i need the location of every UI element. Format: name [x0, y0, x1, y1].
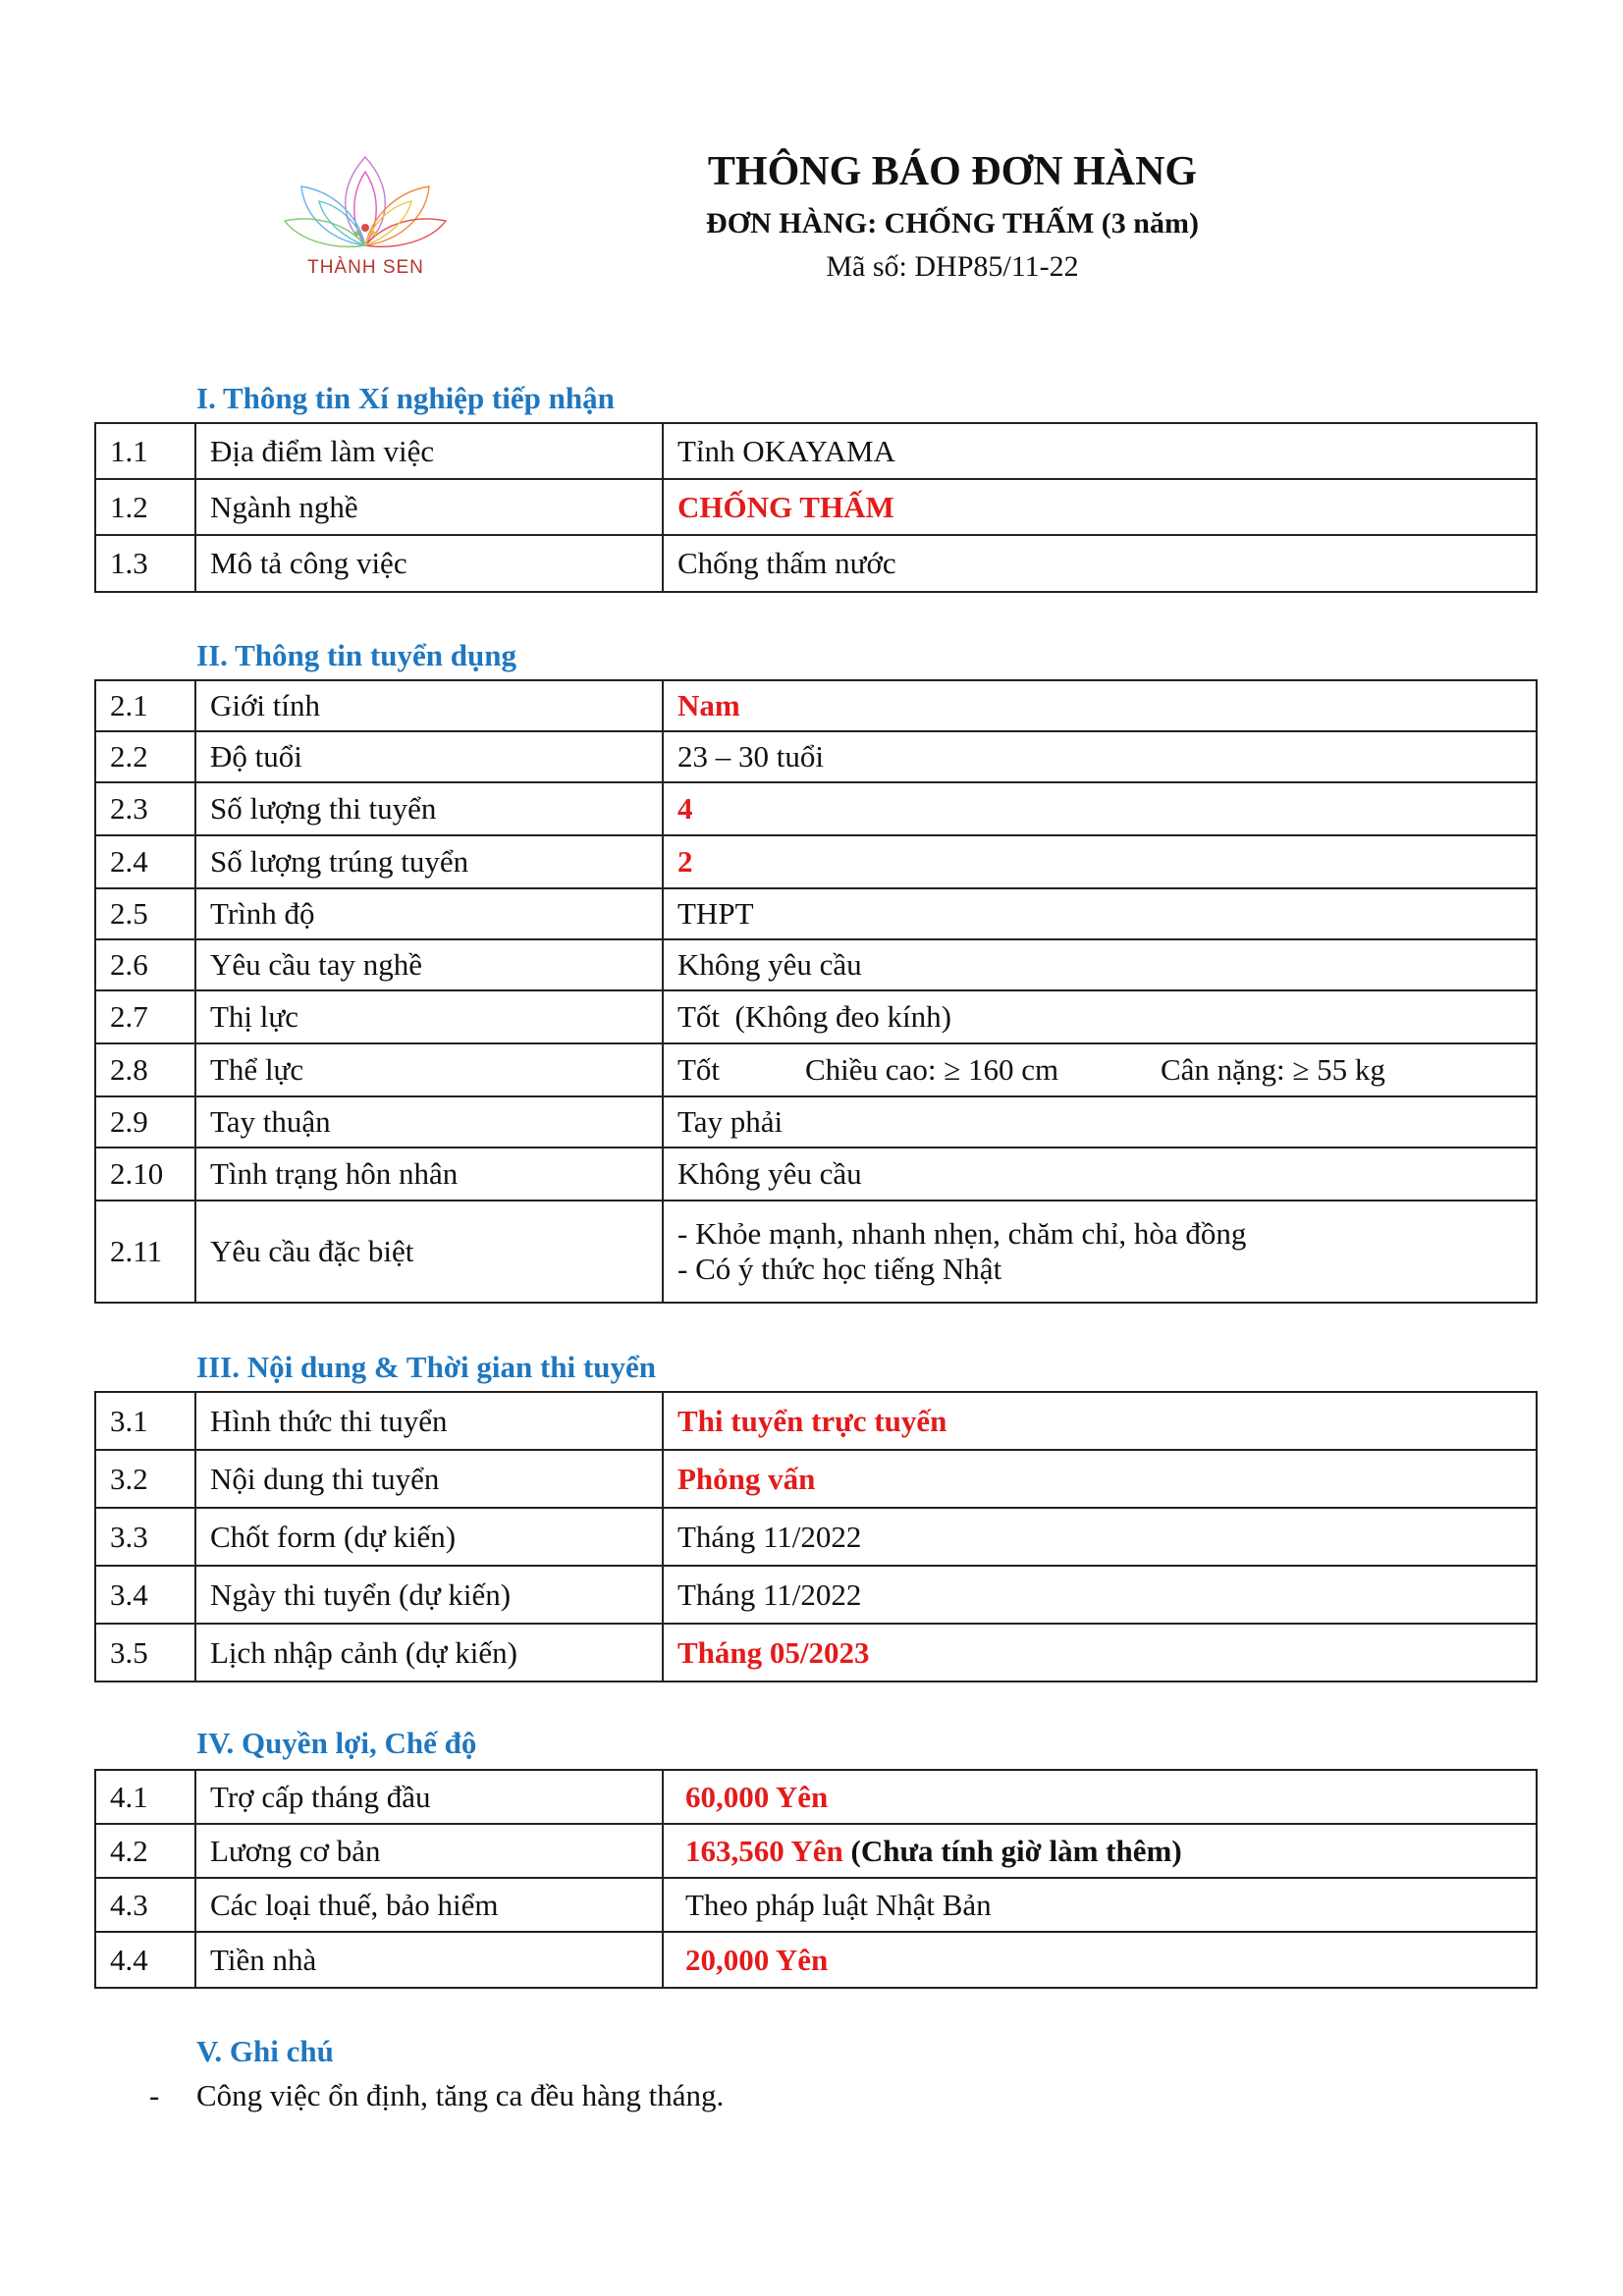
row-value: CHỐNG THẤM	[663, 479, 1537, 535]
row-value: Không yêu cầu	[663, 1148, 1537, 1201]
table-section-3	[94, 1391, 1538, 1682]
section-title-5: V. Ghi chú	[196, 2034, 334, 2068]
height-requirement: Chiều cao: ≥ 160 cm	[805, 1052, 1059, 1087]
row-value: Tỉnh OKAYAMA	[663, 423, 1537, 479]
row-value: Theo pháp luật Nhật Bản	[663, 1878, 1537, 1932]
row-number: 2.5	[95, 888, 195, 939]
row-number: 3.4	[95, 1566, 195, 1624]
table-row	[95, 535, 1537, 592]
section-title-4: IV. Quyền lợi, Chế độ	[196, 1726, 477, 1760]
row-label: Thể lực	[195, 1043, 663, 1096]
special-requirement-1: - Khỏe mạnh, nhanh nhẹn, chăm chỉ, hòa đồng	[677, 1216, 1247, 1251]
row-number: 2.8	[95, 1043, 195, 1096]
note-text: Công việc ổn định, tăng ca đều hàng tháng.	[196, 2078, 725, 2112]
row-number: 2.7	[95, 990, 195, 1043]
row-label: Yêu cầu đặc biệt	[195, 1201, 663, 1303]
row-number: 2.11	[95, 1201, 195, 1303]
table-row	[95, 1770, 1537, 1824]
row-value: Tháng 11/2022	[663, 1566, 1537, 1624]
table-row	[95, 782, 1537, 835]
row-label: Trình độ	[195, 888, 663, 939]
basic-salary: 163,560 Yên	[685, 1833, 843, 1868]
row-label: Số lượng trúng tuyển	[195, 835, 663, 888]
row-label: Giới tính	[195, 680, 663, 731]
row-value: Nam	[663, 680, 1537, 731]
table-row	[95, 680, 1537, 731]
note-item	[149, 2078, 724, 2113]
row-value: 20,000 Yên	[663, 1932, 1537, 1988]
row-number: 1.2	[95, 479, 195, 535]
row-label: Trợ cấp tháng đầu	[195, 1770, 663, 1824]
table-row	[95, 1392, 1537, 1450]
logo-text: THÀNH SEN	[307, 257, 424, 278]
row-value: 4	[663, 782, 1537, 835]
row-number: 2.1	[95, 680, 195, 731]
row-number: 3.5	[95, 1624, 195, 1682]
row-value: Phỏng vấn	[663, 1450, 1537, 1508]
row-value: Tháng 11/2022	[663, 1508, 1537, 1566]
company-logo	[280, 147, 452, 290]
document-subtitle: ĐƠN HÀNG: CHỐNG THẤM (3 năm)	[706, 207, 1199, 240]
row-number: 4.4	[95, 1932, 195, 1988]
table-row	[95, 1932, 1537, 1988]
table-row	[95, 1624, 1537, 1682]
row-label: Hình thức thi tuyển	[195, 1392, 663, 1450]
fitness-status: Tốt	[677, 1052, 721, 1087]
row-label: Mô tả công việc	[195, 535, 663, 592]
table-row	[95, 1043, 1537, 1096]
row-label: Thị lực	[195, 990, 663, 1043]
row-label: Lịch nhập cảnh (dự kiến)	[195, 1624, 663, 1682]
table-row	[95, 423, 1537, 479]
row-number: 3.1	[95, 1392, 195, 1450]
row-number: 2.10	[95, 1148, 195, 1201]
salary-note: (Chưa tính giờ làm thêm)	[850, 1833, 1182, 1868]
row-value: Tốt (Không đeo kính)	[663, 990, 1537, 1043]
table-section-2	[94, 679, 1538, 1304]
row-number: 3.3	[95, 1508, 195, 1566]
table-row	[95, 1096, 1537, 1148]
row-value: THPT	[663, 888, 1537, 939]
table-row	[95, 1878, 1537, 1932]
table-row	[95, 1508, 1537, 1566]
row-value	[663, 1043, 1537, 1096]
row-label: Yêu cầu tay nghề	[195, 939, 663, 990]
weight-requirement: Cân nặng: ≥ 55 kg	[1161, 1052, 1385, 1087]
table-row	[95, 1148, 1537, 1201]
row-value: Chống thấm nước	[663, 535, 1537, 592]
document-code: Mã số: DHP85/11-22	[826, 250, 1079, 284]
row-value: 2	[663, 835, 1537, 888]
lotus-icon	[280, 147, 452, 255]
row-label: Chốt form (dự kiến)	[195, 1508, 663, 1566]
row-number: 2.4	[95, 835, 195, 888]
table-row	[95, 1824, 1537, 1878]
row-value: Tháng 05/2023	[663, 1624, 1537, 1682]
row-number: 2.9	[95, 1096, 195, 1148]
table-row	[95, 888, 1537, 939]
row-value	[663, 1824, 1537, 1878]
row-number: 1.3	[95, 535, 195, 592]
row-number: 1.1	[95, 423, 195, 479]
table-row	[95, 939, 1537, 990]
row-label: Ngành nghề	[195, 479, 663, 535]
row-label: Nội dung thi tuyển	[195, 1450, 663, 1508]
row-label: Tay thuận	[195, 1096, 663, 1148]
special-requirement-2: - Có ý thức học tiếng Nhật	[677, 1252, 1002, 1286]
row-value: 23 – 30 tuổi	[663, 731, 1537, 782]
table-row	[95, 1201, 1537, 1303]
section-title-3: III. Nội dung & Thời gian thi tuyển	[196, 1350, 656, 1384]
row-value: Thi tuyển trực tuyến	[663, 1392, 1537, 1450]
row-number: 2.6	[95, 939, 195, 990]
table-row	[95, 1450, 1537, 1508]
table-row	[95, 990, 1537, 1043]
document-header	[589, 147, 1316, 285]
row-value: Không yêu cầu	[663, 939, 1537, 990]
row-label: Số lượng thi tuyển	[195, 782, 663, 835]
section-title-1: I. Thông tin Xí nghiệp tiếp nhận	[196, 381, 615, 415]
table-row	[95, 479, 1537, 535]
row-label: Tình trạng hôn nhân	[195, 1148, 663, 1201]
row-label: Các loại thuế, bảo hiểm	[195, 1878, 663, 1932]
row-value: 60,000 Yên	[663, 1770, 1537, 1824]
row-label: Địa điểm làm việc	[195, 423, 663, 479]
row-label: Tiền nhà	[195, 1932, 663, 1988]
note-bullet: -	[149, 2078, 160, 2112]
table-section-1	[94, 422, 1538, 593]
row-label: Lương cơ bản	[195, 1824, 663, 1878]
table-row	[95, 731, 1537, 782]
row-label: Độ tuổi	[195, 731, 663, 782]
row-value: Tay phải	[663, 1096, 1537, 1148]
table-section-4	[94, 1769, 1538, 1989]
row-number: 4.1	[95, 1770, 195, 1824]
table-row	[95, 835, 1537, 888]
row-value	[663, 1201, 1537, 1303]
row-number: 3.2	[95, 1450, 195, 1508]
row-number: 4.2	[95, 1824, 195, 1878]
section-title-2: II. Thông tin tuyển dụng	[196, 638, 516, 672]
row-number: 2.3	[95, 782, 195, 835]
document-title: THÔNG BÁO ĐƠN HÀNG	[707, 149, 1198, 194]
row-label: Ngày thi tuyển (dự kiến)	[195, 1566, 663, 1624]
row-number: 4.3	[95, 1878, 195, 1932]
table-row	[95, 1566, 1537, 1624]
row-number: 2.2	[95, 731, 195, 782]
